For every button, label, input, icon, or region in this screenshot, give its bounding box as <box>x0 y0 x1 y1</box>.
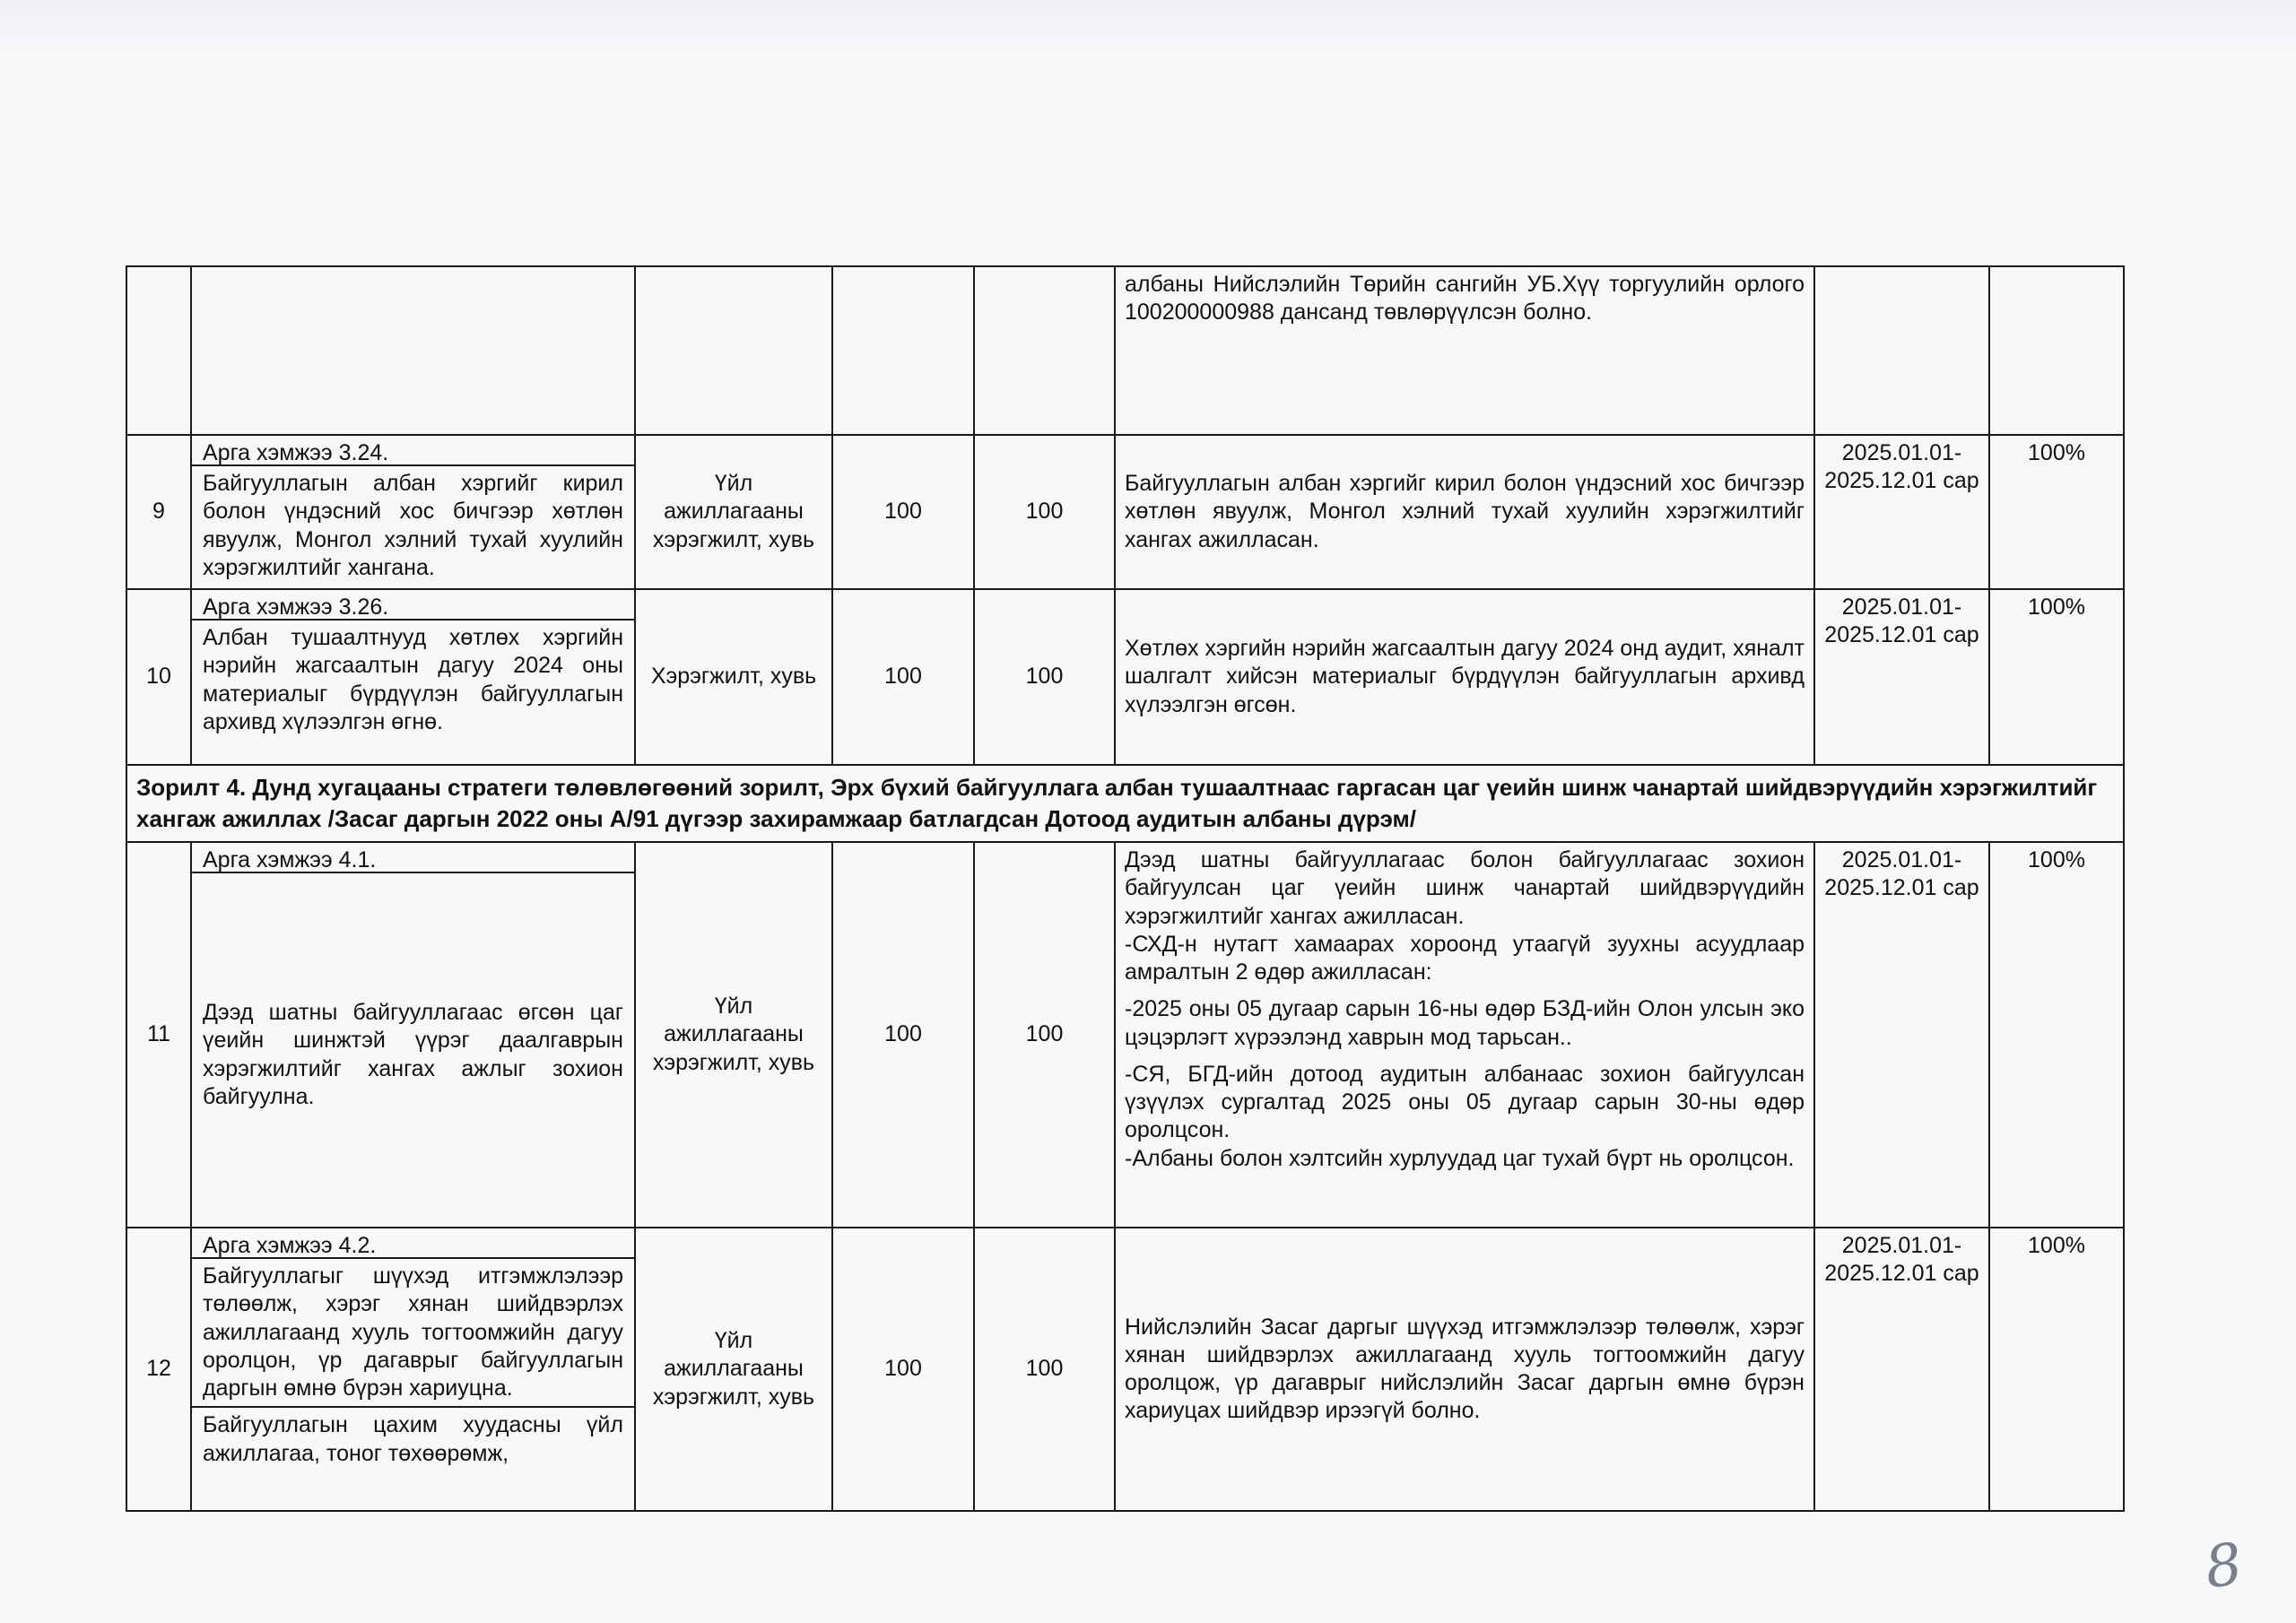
baseline-cell: 100 <box>832 842 974 1228</box>
baseline-cell <box>832 266 974 435</box>
result-paragraph: -Албаны болон хэлтсийн хурлуудад цаг тухай бүрт нь оролцсон. <box>1125 1145 1795 1171</box>
table-row <box>126 1228 2124 1511</box>
activity-title: Арга хэмжээ 4.2. <box>192 1228 634 1259</box>
indicator-cell: Хэрэгжилт, хувь <box>635 589 832 765</box>
activity-cell <box>191 266 635 435</box>
result-cell: албаны Нийслэлийн Төрийн сангийн УБ.Хүү торгуулийн орлого 100200000988 дансанд төвлөрүүлсэн болно. <box>1115 266 1814 435</box>
result-cell: Нийслэлийн Засаг даргыг шүүхэд итгэмжлэлээр төлөөлж, хэрэг хянан шийдвэрлэх ажиллагаанд хууль тогтоомжийн дагуу оролцож, үр дагаврыг нийслэлийн Засаг даргын өмнө бүрэн хариуцах шийдвэр ирээгүй болно. <box>1115 1228 1814 1511</box>
table-row <box>126 589 2124 765</box>
activity-cell <box>191 842 635 1228</box>
baseline-cell: 100 <box>832 589 974 765</box>
activity-title: Арга хэмжээ 3.24. <box>192 436 634 466</box>
result-paragraph: -СХД-н нутагт хамаарах хороонд утаагүй зуухны асуудлаар амралтын 2 өдөр ажилласан: <box>1125 931 1805 985</box>
percent-cell: 100% <box>1989 1228 2124 1511</box>
target-cell: 100 <box>974 589 1115 765</box>
activity-description: Байгууллагыг шүүхэд итгэмжлэлээр төлөөлж, хэрэг хянан шийдвэрлэх ажиллагаанд хууль тогтоомжийн дагуу оролцон, үр дагаврыг байгууллагын даргын өмнө бүрэн хариуцна. <box>203 1263 623 1401</box>
period-cell: 2025.01.01-2025.12.01 сар <box>1814 842 1989 1228</box>
indicator-cell: Үйл ажиллагааны хэрэгжилт, хувь <box>635 842 832 1228</box>
baseline-cell: 100 <box>832 435 974 589</box>
indicator-cell: Үйл ажиллагааны хэрэгжилт, хувь <box>635 435 832 589</box>
baseline-cell: 100 <box>832 1228 974 1511</box>
activity-cell <box>191 1228 635 1511</box>
activity-title: Арга хэмжээ 4.1. <box>192 843 634 873</box>
handwritten-page-number: 8 <box>2201 1531 2247 1602</box>
percent-cell: 100% <box>1989 589 2124 765</box>
result-cell <box>1115 842 1814 1228</box>
percent-cell: 100% <box>1989 435 2124 589</box>
activity-cell <box>191 589 635 765</box>
table-row <box>126 266 2124 435</box>
activity-description: Албан тушаалтнууд хөтлөх хэргийн нэрийн жагсаалтын дагуу 2024 оны материалыг бүрдүүлэн байгууллагын архивд хүлээлгэн өгнө. <box>203 625 623 734</box>
action-plan-table <box>126 265 2125 1512</box>
result-paragraph: -СЯ, БГД-ийн дотоод аудитын албанаас зохион байгуулсан үзүүлэх сургалтад 2025 оны 05 дугаар сарын 30-ны өдөр оролцсон. <box>1125 1061 1805 1143</box>
activity-description: Дээд шатны байгууллагаас өгсөн цаг үеийн шинжтэй үүрэг даалгаврын хэрэгжилтийг хангах ажлыг зохион байгуулна. <box>203 1000 623 1109</box>
table-row <box>126 842 2124 1228</box>
row-number: 11 <box>126 842 191 1228</box>
row-number: 10 <box>126 589 191 765</box>
percent-cell <box>1989 266 2124 435</box>
result-cell: Хөтлөх хэргийн нэрийн жагсаалтын дагуу 2024 онд аудит, хяналт шалгалт хийсэн материалыг бүрдүүлэн байгууллагын архивд хүлээлгэн өгсөн. <box>1115 589 1814 765</box>
row-number: 9 <box>126 435 191 589</box>
target-cell: 100 <box>974 435 1115 589</box>
goal-row <box>126 765 2124 842</box>
target-cell: 100 <box>974 1228 1115 1511</box>
result-paragraph: Дээд шатны байгууллагаас болон байгууллагаас зохион байгуулсан цаг үеийн шинж чанартай шийдвэрүүдийн хэрэгжилтийг хангах ажилласан. <box>1125 847 1805 929</box>
target-cell: 100 <box>974 842 1115 1228</box>
indicator-cell <box>635 266 832 435</box>
result-cell: Байгууллагын албан хэргийг кирил болон үндэсний хос бичгээр хөтлөн явуулж, Монгол хэлний тухай хуулийн хэрэгжилтийг хангах ажилласан. <box>1115 435 1814 589</box>
activity-description: Байгууллагын албан хэргийг кирил болон үндэсний хос бичгээр хөтлөн явуулж, Монгол хэлний тухай хуулийн хэрэгжилтийг хангана. <box>203 471 623 580</box>
period-cell: 2025.01.01-2025.12.01 сар <box>1814 435 1989 589</box>
percent-cell: 100% <box>1989 842 2124 1228</box>
period-cell: 2025.01.01-2025.12.01 сар <box>1814 589 1989 765</box>
activity-extra-description: Байгууллагын цахим хуудасны үйл ажиллагаа, тоног төхөөрөмж, <box>192 1406 634 1471</box>
activity-title: Арга хэмжээ 3.26. <box>192 590 634 621</box>
num-cell <box>126 266 191 435</box>
goal-heading: Зорилт 4. Дунд хугацааны стратеги төлөвлөгөөний зорилт, Эрх бүхий байгууллага албан тушаалтнаас гаргасан цаг үеийн шинж чанартай шийдвэрүүдийн хэрэгжилтийг хангаж ажиллах /Засаг даргын 2022 оны А/91 дүгээр захирамжаар батлагдсан Дотоод аудитын албаны дүрэм/ <box>126 765 2124 842</box>
target-cell <box>974 266 1115 435</box>
indicator-cell: Үйл ажиллагааны хэрэгжилт, хувь <box>635 1228 832 1511</box>
result-paragraph: -2025 оны 05 дугаар сарын 16-ны өдөр БЗД-ийн Олон улсын эко цэцэрлэгт хүрээлэнд хаврын мод тарьсан.. <box>1125 996 1805 1050</box>
period-cell: 2025.01.01-2025.12.01 сар <box>1814 1228 1989 1511</box>
activity-cell <box>191 435 635 589</box>
period-cell <box>1814 266 1989 435</box>
table-row <box>126 435 2124 589</box>
row-number: 12 <box>126 1228 191 1511</box>
